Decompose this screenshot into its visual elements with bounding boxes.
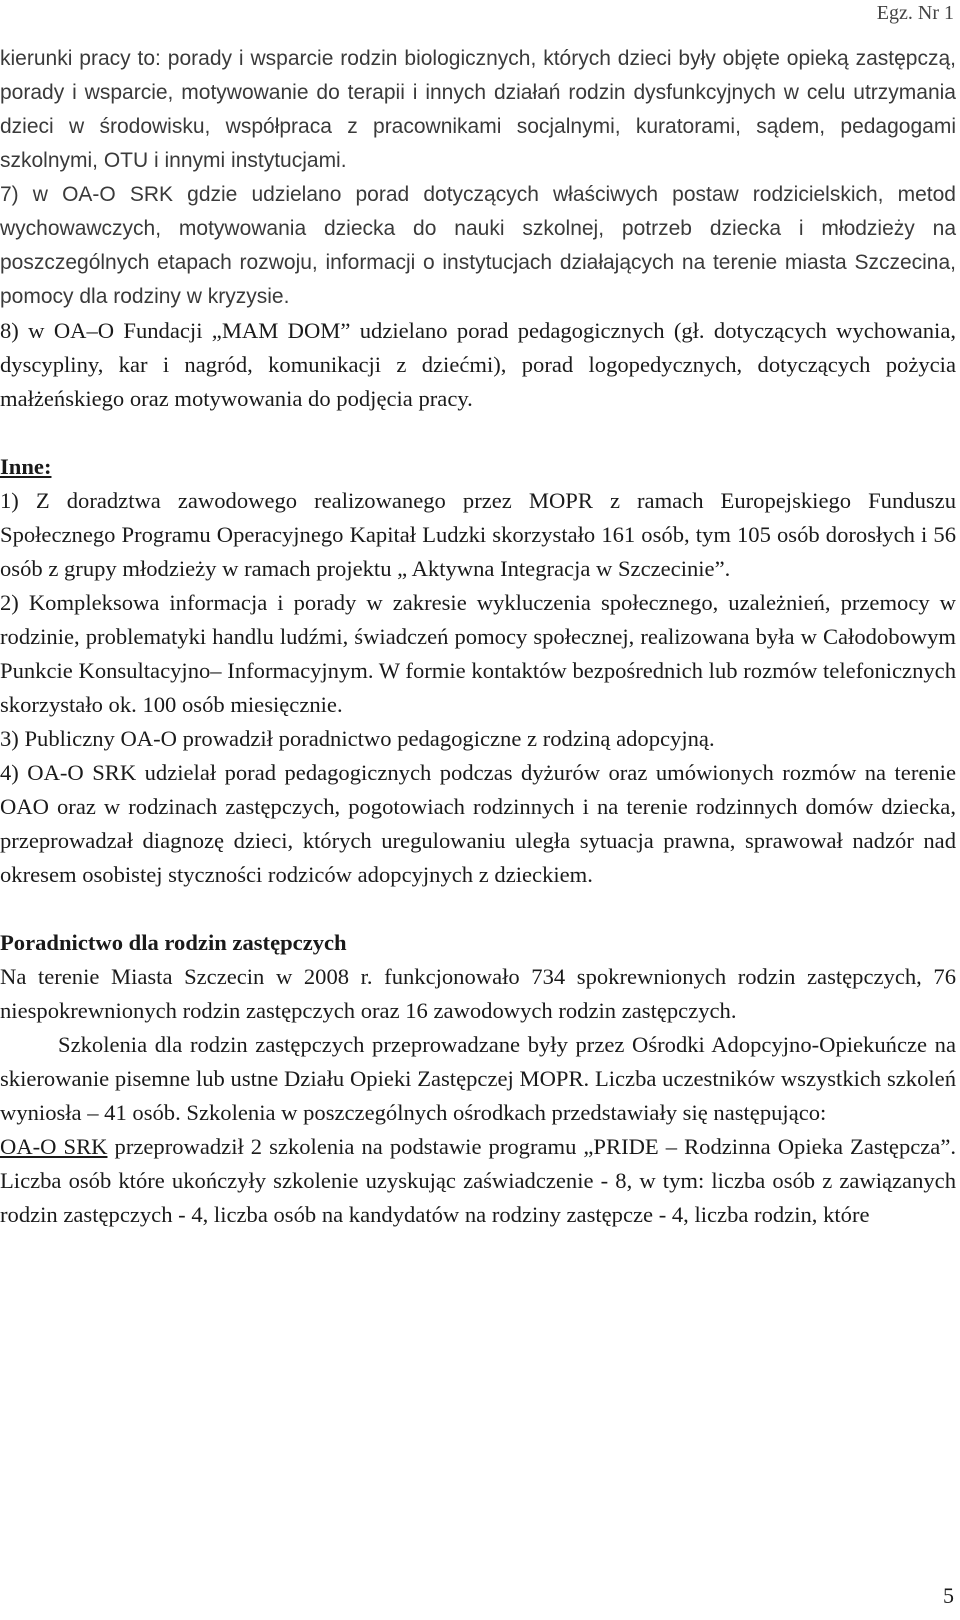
paragraph-item-8: 8) w OA–O Fundacji „MAM DOM” udzielano porad pedagogicznych (gł. dotyczących wychowania, dyscypliny, kar i nagród, komunikacji z dziećmi), porad logopedycznych, dotyczących pożycia małżeńskiego oraz motywowania do podjęcia pracy.	[0, 318, 956, 411]
section-heading-inne-text: Inne:	[0, 454, 52, 479]
paragraph-oao-srk-training	[0, 1130, 956, 1232]
paragraph-foster-families-count: Na terenie Miasta Szczecin w 2008 r. funkcjonowało 734 spokrewnionych rodzin zastępczych, 76 niespokrewnionych rodzin zastępczych oraz 16 zawodowych rodzin zastępczych.	[0, 964, 956, 1023]
section-heading-inne	[0, 450, 956, 484]
paragraph-inne-4: 4) OA-O SRK udzielał porad pedagogicznych podczas dyżurów oraz umówionych rozmów na terenie OAO oraz w rodzinach zastępczych, pogotowiach rodzinnych i na terenie rodzinnych domów dziecka, przeprowadzał diagnozę dzieci, których uregulowaniu uległa sytuacja prawna, sprawował nadzór nad okresem osobistej styczności rodziców adopcyjnych z dzieckiem.	[0, 760, 956, 887]
paragraph-trainings: Szkolenia dla rodzin zastępczych przeprowadzane były przez Ośrodki Adopcyjno-Opiekuńcze na skierowanie pisemne lub ustne Działu Opieki Zastępczej MOPR. Liczba uczestników wszystkich szkoleń wyniosła – 41 osób. Szkolenia w poszczególnych ośrodkach przedstawiały się następująco:	[0, 1032, 956, 1125]
document-page	[0, 42, 956, 1232]
page-number: 5	[943, 1583, 954, 1608]
spacer	[0, 416, 956, 450]
section-heading-poradnictwo: Poradnictwo dla rodzin zastępczych	[0, 930, 347, 955]
paragraph-inne-3: 3) Publiczny OA-O prowadził poradnictwo pedagogiczne z rodziną adopcyjną.	[0, 726, 715, 751]
paragraph-item-7: 7) w OA-O SRK gdzie udzielano porad dotyczących właściwych postaw rodzicielskich, metod wychowawczych, motywowania dziecka do nauki szkolnej, potrzeb dziecka i młodzieży na poszczególnych etapach rozwoju, informacji o instytucjach działających na terenie miasta Szczecina, pomocy dla rodziny w kryzysie.	[0, 183, 956, 308]
oao-srk-training-text: przeprowadził 2 szkolenia na podstawie programu „PRIDE – Rodzinna Opieka Zastępcza”. Liczba osób które ukończyły szkolenie uzyskując zaświadczenie - 8, w tym: liczba osób z zawiązanych rodzin zastępczych - 4, liczba osób na kandydatów na rodziny zastępcze - 4, liczba rodzin, które	[0, 1134, 957, 1227]
document-header-label: Egz. Nr 1	[876, 2, 954, 24]
spacer	[0, 892, 956, 926]
paragraph-continued: kierunki pracy to: porady i wsparcie rodzin biologicznych, których dzieci były objęte opieką zastępczą, porady i wsparcie, motywowanie do terapii i innych działań rodzin dysfunkcyjnych w celu utrzymania dzieci w środowisku, współpraca z pracownikami socjalnymi, kuratorami, sądem, pedagogami szkolnymi, OTU i innymi instytucjami.	[0, 47, 956, 172]
oao-srk-underlined-label: OA-O SRK	[0, 1134, 108, 1159]
paragraph-inne-2: 2) Kompleksowa informacja i porady w zakresie wykluczenia społecznego, uzależnień, przemocy w rodzinie, problematyki handlu ludźmi, świadczeń pomocy społecznej, realizowana była w Całodobowym Punkcie Konsultacyjno– Informacyjnym. W formie kontaktów bezpośrednich lub rozmów telefonicznych skorzystało ok. 100 osób miesięcznie.	[0, 590, 956, 717]
paragraph-inne-1: 1) Z doradztwa zawodowego realizowanego przez MOPR z ramach Europejskiego Funduszu Społecznego Programu Operacyjnego Kapitał Ludzki skorzystało 161 osób, tym 105 osób dorosłych i 56 osób z grupy młodzieży w ramach projektu „ Aktywna Integracja w Szczecinie”.	[0, 488, 956, 581]
